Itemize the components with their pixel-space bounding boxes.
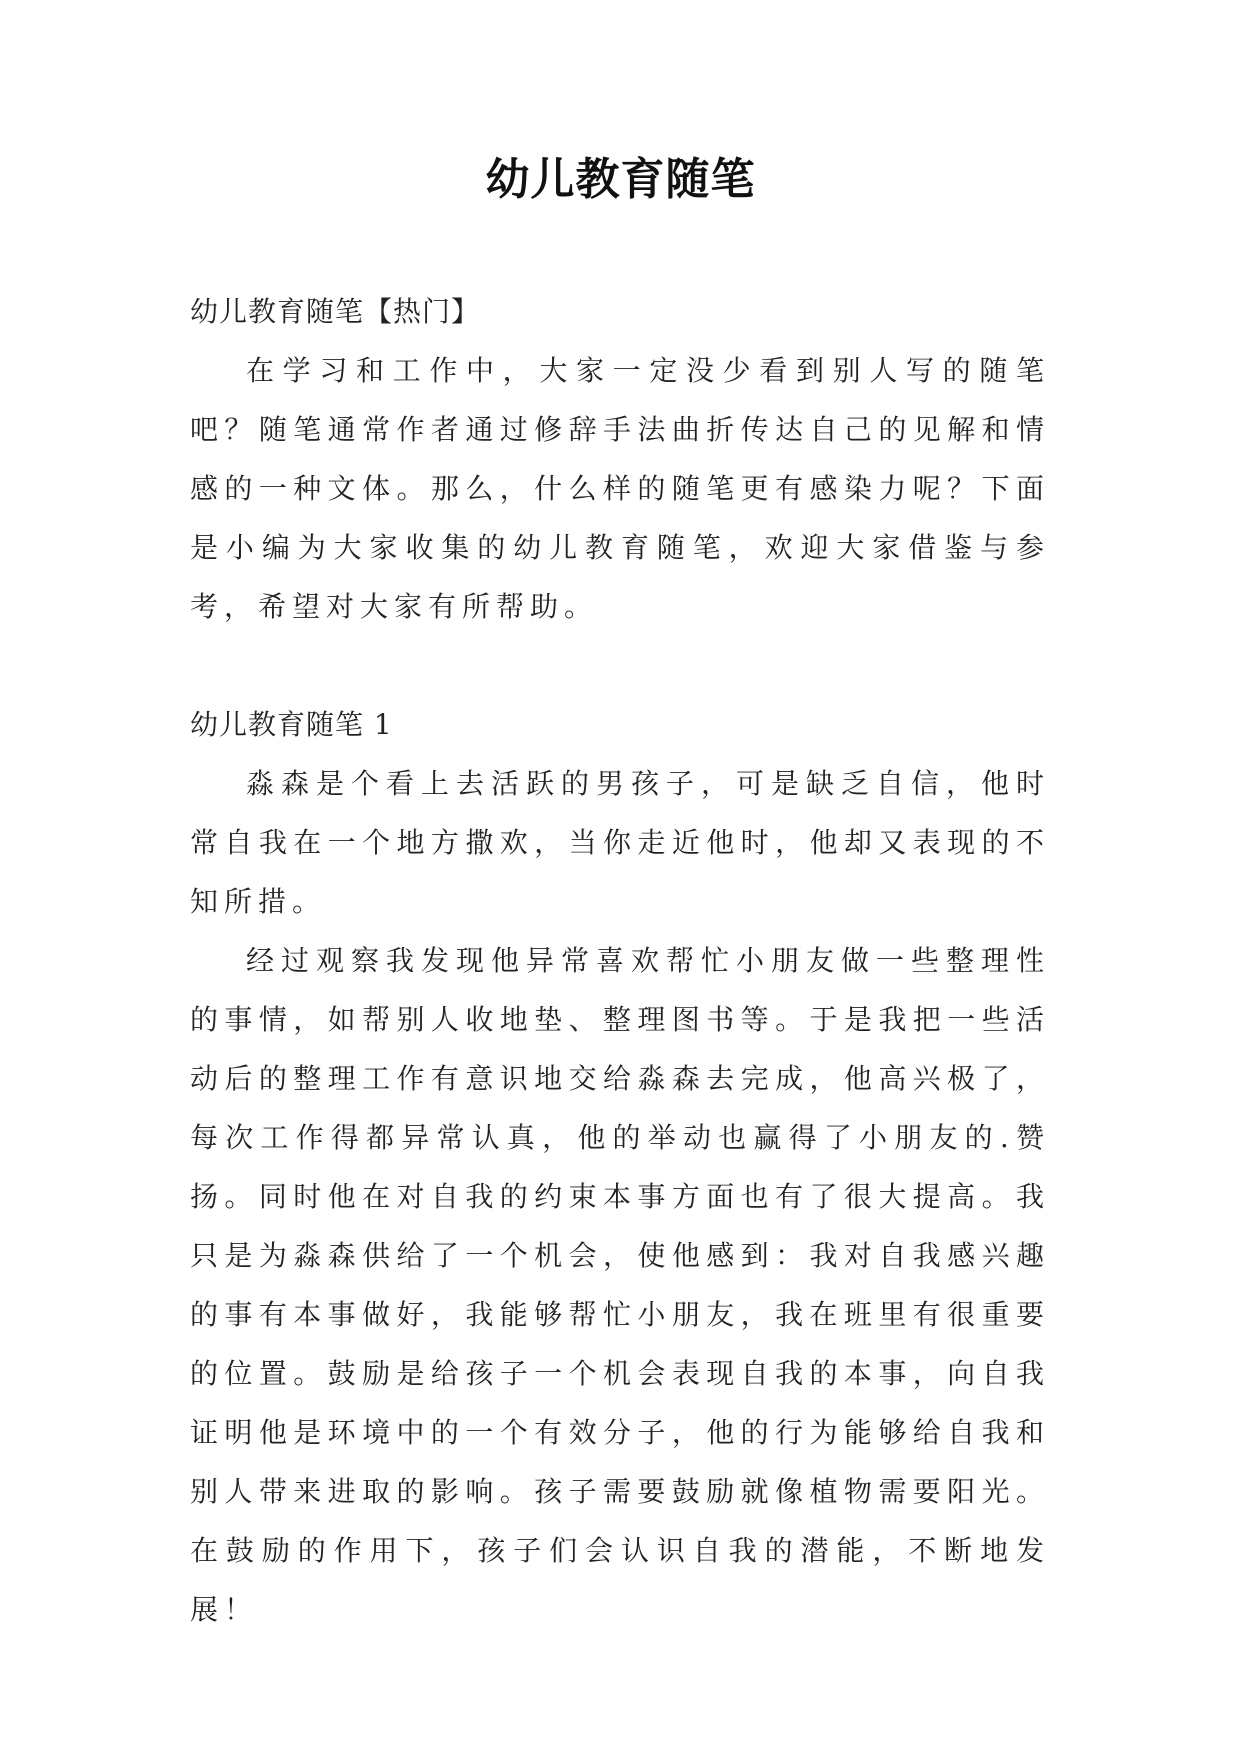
document-body — [190, 282, 1050, 1639]
section-1-paragraph: 淼森是个看上去活跃的男孩子，可是缺乏自信，他时常自我在一个地方撒欢，当你走近他时，他却又表现的不知所措。 — [190, 767, 1050, 918]
intro-heading: 幼儿教育随笔【热门】 — [190, 295, 481, 328]
section-spacer — [190, 636, 1050, 695]
section-1-heading: 幼儿教育随笔 1 — [190, 708, 393, 741]
document-title: 幼儿教育随笔 — [485, 154, 756, 205]
intro-paragraph: 在学习和工作中，大家一定没少看到别人写的随笔吧？随笔通常作者通过修辞手法曲折传达自己的见解和情感的一种文体。那么，什么样的随笔更有感染力呢？下面是小编为大家收集的幼儿教育随笔，欢迎大家借鉴与参考，希望对大家有所帮助。 — [190, 354, 1050, 623]
section-1-paragraph: 经过观察我发现他异常喜欢帮忙小朋友做一些整理性的事情，如帮别人收地垫、整理图书等。于是我把一些活动后的整理工作有意识地交给淼森去完成，他高兴极了，每次工作得都异常认真，他的举动也赢得了小朋友的.赞扬。同时他在对自我的约束本事方面也有了很大提高。我只是为淼森供给了一个机会，使他感到：我对自我感兴趣的事有本事做好，我能够帮忙小朋友，我在班里有很重要的位置。鼓励是给孩子一个机会表现自我的本事，向自我证明他是环境中的一个有效分子，他的行为能够给自我和别人带来进取的影响。孩子需要鼓励就像植物需要阳光。在鼓励的作用下，孩子们会认识自我的潜能，不断地发展！ — [190, 944, 1050, 1626]
